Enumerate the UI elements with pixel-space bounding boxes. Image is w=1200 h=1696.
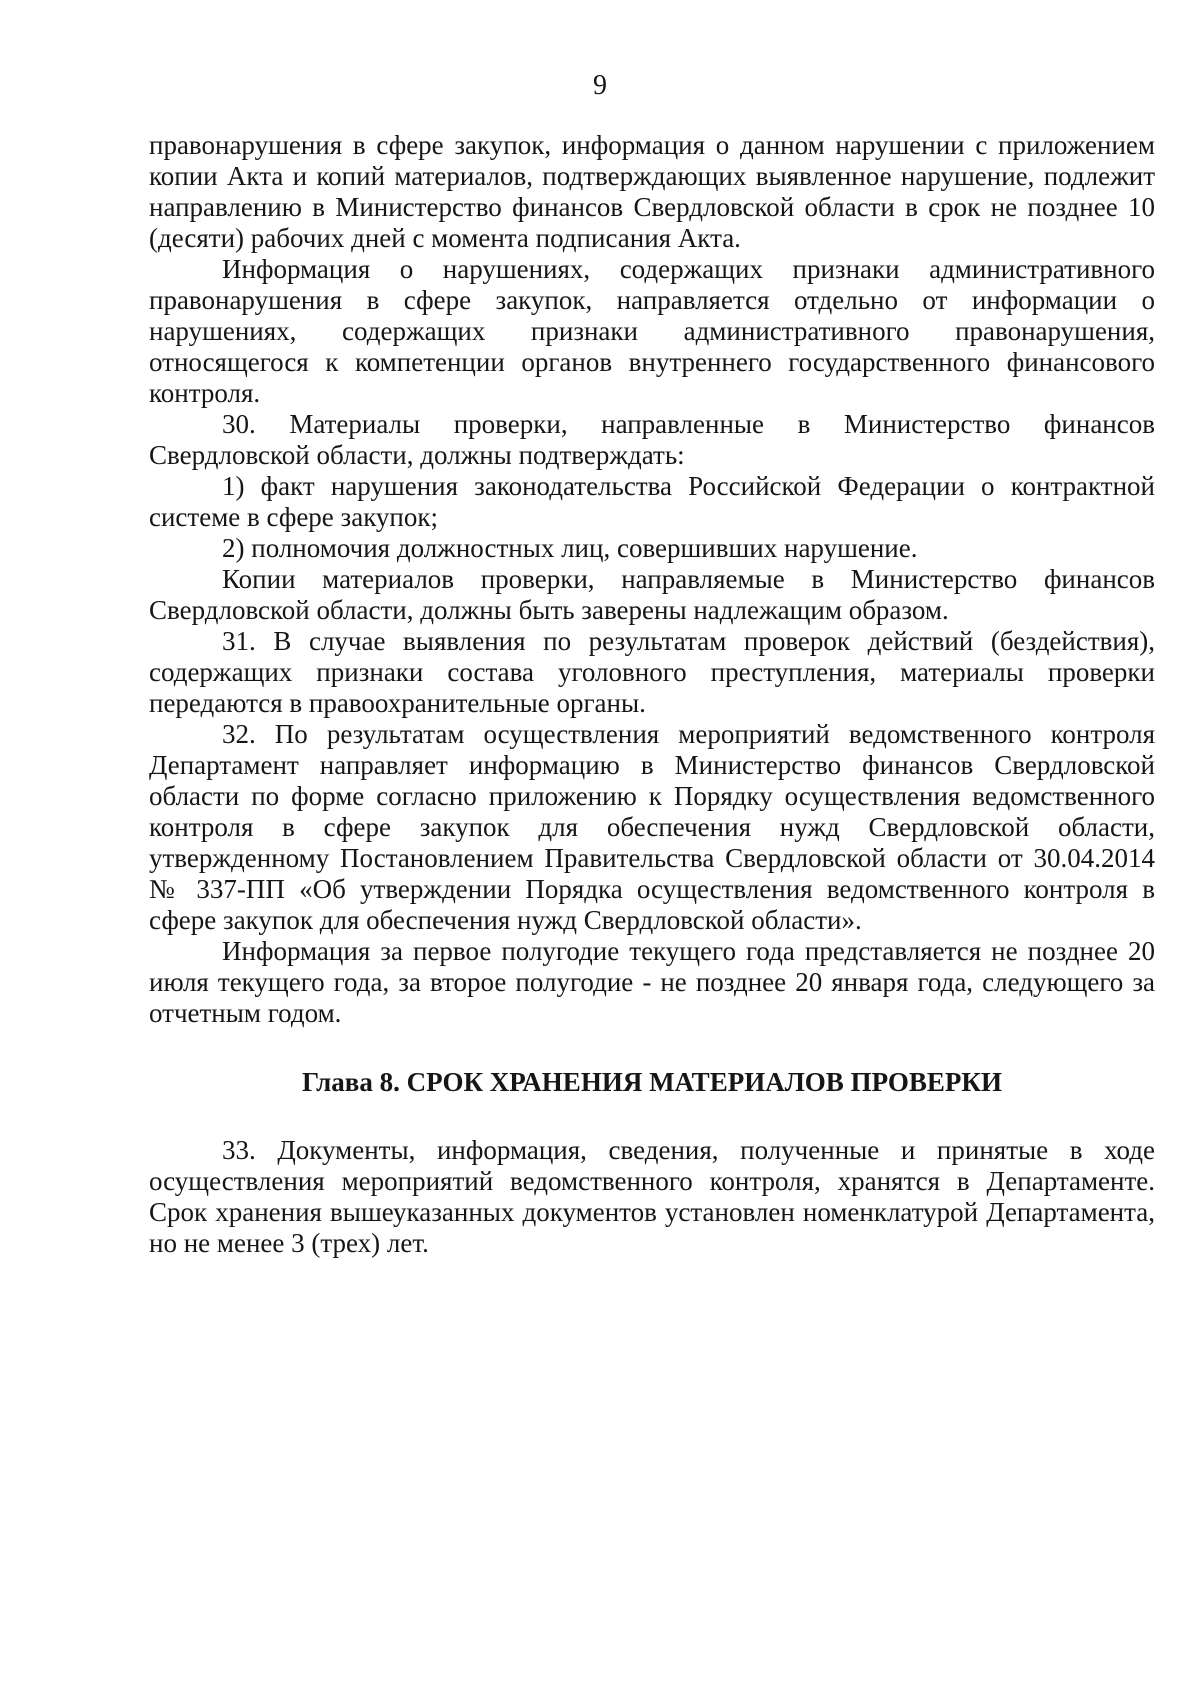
chapter-title: Глава 8. СРОК ХРАНЕНИЯ МАТЕРИАЛОВ ПРОВЕРКИ: [302, 1067, 1002, 1097]
paragraph-copies: Копии материалов проверки, направляемые в Министерство финансов Свердловской области, должны быть заверены надлежащим образом.: [149, 564, 1155, 625]
paragraph-continuation: правонарушения в сфере закупок, информация о данном нарушении с приложением копии Акта и копий материалов, подтверждающих выявленное нарушение, подлежит направлению в Министерство финансов Свердловской области в срок не позднее 10 (десяти) рабочих дней с момента подписания Акта.: [149, 130, 1155, 253]
paragraph-item-30-1: 1) факт нарушения законодательства Российской Федерации о контрактной системе в сфере закупок;: [149, 471, 1155, 532]
page-number: 9: [593, 70, 607, 101]
paragraph-item-32: 32. По результатам осуществления мероприятий ведомственного контроля Департамент направляет информацию в Министерство финансов Свердловской области по форме согласно приложению к Порядку осуществления ведомственного контроля в сфере закупок для обеспечения нужд Свердловской области, утвержденному Постановлением Правительства Свердловской области от 30.04.2014 № 337-ПП «Об утверждении Порядка осуществления ведомственного контроля в сфере закупок для обеспечения нужд Свердловской области».: [149, 719, 1155, 935]
paragraph-reporting-deadlines: Информация за первое полугодие текущего года представляется не позднее 20 июля текущего года, за второе полугодие - не позднее 20 января года, следующего за отчетным годом.: [149, 936, 1155, 1028]
paragraph-item-33: 33. Документы, информация, сведения, полученные и принятые в ходе осуществления мероприятий ведомственного контроля, хранятся в Департаменте. Срок хранения вышеуказанных документов установлен номенклатурой Департамента, но не менее 3 (трех) лет.: [149, 1135, 1155, 1258]
paragraph-item-31: 31. В случае выявления по результатам проверок действий (бездействия), содержащих признаки состава уголовного преступления, материалы проверки передаются в правоохранительные органы.: [149, 626, 1155, 718]
paragraph-violation-info: Информация о нарушениях, содержащих признаки административного правонарушения в сфере закупок, направляется отдельно от информации о нарушениях, содержащих признаки административного правонарушения, относящегося к компетенции органов внутреннего государственного финансового контроля.: [149, 254, 1155, 408]
paragraph-item-30: 30. Материалы проверки, направленные в Министерство финансов Свердловской области, должны подтверждать:: [149, 409, 1155, 470]
paragraph-item-30-2: 2) полномочия должностных лиц, совершивших нарушение.: [222, 533, 918, 563]
document-body: [149, 130, 1155, 1259]
